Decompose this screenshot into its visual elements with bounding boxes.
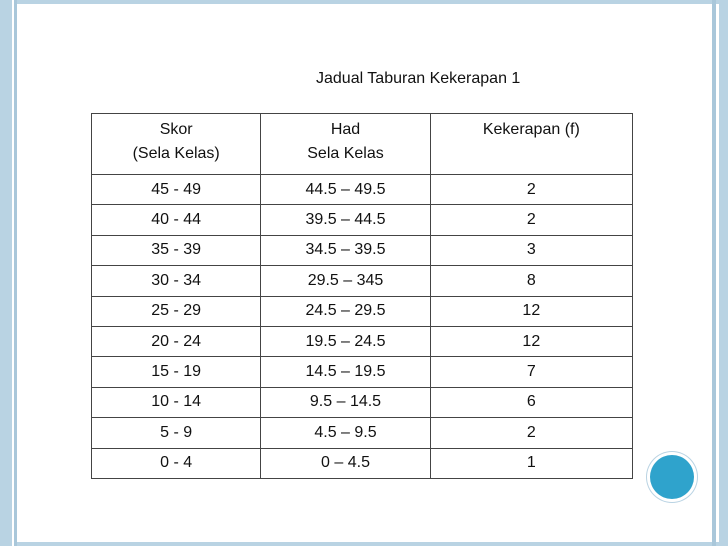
table-row [92, 387, 633, 417]
cell-skor: 45 - 49 [92, 175, 261, 205]
cell-skor: 5 - 9 [92, 418, 261, 448]
table-row [92, 235, 633, 265]
table-row [92, 296, 633, 326]
header-had [261, 114, 430, 175]
cell-kekerapan: 12 [430, 326, 632, 356]
cell-skor: 40 - 44 [92, 205, 261, 235]
cell-kekerapan: 2 [430, 175, 632, 205]
header-skor [92, 114, 261, 175]
table-row [92, 448, 633, 478]
slide-frame-bottom [0, 542, 728, 546]
cell-had: 24.5 – 29.5 [261, 296, 430, 326]
cell-kekerapan: 2 [430, 205, 632, 235]
header-skor-line2: (Sela Kelas) [132, 145, 220, 162]
cell-had: 4.5 – 9.5 [261, 418, 430, 448]
cell-skor: 30 - 34 [92, 266, 261, 296]
cell-skor: 15 - 19 [92, 357, 261, 387]
slide-frame-top [0, 0, 728, 4]
cell-skor: 25 - 29 [92, 296, 261, 326]
slide-frame-left-line [14, 0, 17, 546]
cell-skor: 10 - 14 [92, 387, 261, 417]
cell-had: 9.5 – 14.5 [261, 387, 430, 417]
cell-skor: 0 - 4 [92, 448, 261, 478]
cell-kekerapan: 6 [430, 387, 632, 417]
header-had-line2: Sela Kelas [307, 145, 384, 162]
frequency-table [91, 113, 633, 479]
cell-kekerapan: 7 [430, 357, 632, 387]
cell-had: 29.5 – 345 [261, 266, 430, 296]
header-kekerapan [430, 114, 632, 175]
cell-kekerapan: 8 [430, 266, 632, 296]
table-row [92, 205, 633, 235]
cell-had: 14.5 – 19.5 [261, 357, 430, 387]
slide-frame-right [719, 0, 728, 546]
cell-kekerapan: 2 [430, 418, 632, 448]
cell-had: 39.5 – 44.5 [261, 205, 430, 235]
cell-skor: 35 - 39 [92, 235, 261, 265]
slide-frame-left [0, 0, 12, 546]
header-kekerapan-line1: Kekerapan (f) [482, 121, 580, 138]
cell-had: 19.5 – 24.5 [261, 326, 430, 356]
header-had-line1: Had [330, 121, 361, 138]
header-skor-line1: Skor [159, 121, 193, 138]
cell-kekerapan: 3 [430, 235, 632, 265]
cell-had: 44.5 – 49.5 [261, 175, 430, 205]
table-row [92, 175, 633, 205]
table-row [92, 266, 633, 296]
cell-had: 0 – 4.5 [261, 448, 430, 478]
table-row [92, 357, 633, 387]
table-row [92, 418, 633, 448]
cell-kekerapan: 12 [430, 296, 632, 326]
decorative-circle [650, 455, 694, 499]
table-header-row [92, 114, 633, 175]
table-row [92, 326, 633, 356]
cell-had: 34.5 – 39.5 [261, 235, 430, 265]
slide-frame-right-line [712, 0, 716, 546]
cell-kekerapan: 1 [430, 448, 632, 478]
table-title: Jadual Taburan Kekerapan 1 [316, 70, 521, 87]
cell-skor: 20 - 24 [92, 326, 261, 356]
